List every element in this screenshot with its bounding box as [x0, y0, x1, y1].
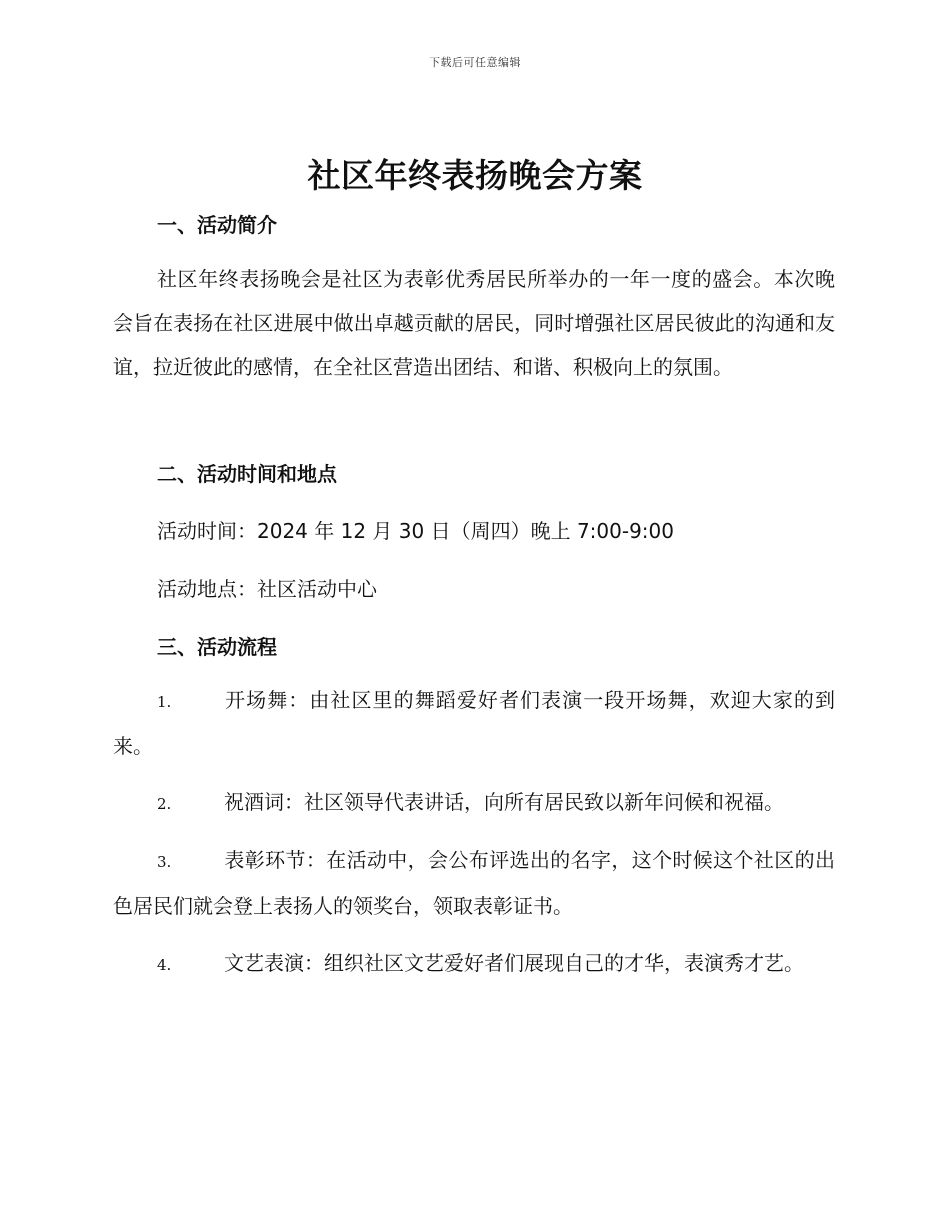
- section-heading-intro: 一、活动简介: [157, 213, 277, 237]
- list-item-number: 2.: [157, 795, 172, 813]
- event-place-line: 活动地点：社区活动中心: [157, 577, 377, 601]
- list-item: [113, 838, 835, 928]
- page-header-note: 下载后可任意编辑: [429, 56, 521, 69]
- section-heading-time-place: 二、活动时间和地点: [157, 462, 337, 486]
- list-item-text: 文艺表演：组织社区文艺爱好者们展现自己的才华，表演秀才艺。: [224, 951, 804, 975]
- list-item: [113, 678, 835, 768]
- list-item: [113, 941, 835, 987]
- list-item-number: 3.: [157, 853, 172, 871]
- list-item-text: 祝酒词：社区领导代表讲话，向所有居民致以新年问候和祝福。: [224, 790, 784, 814]
- intro-paragraph: 社区年终表扬晚会是社区为表彰优秀居民所举办的一年一度的盛会。本次晚会旨在表扬在社区进展中做出卓越贡献的居民，同时增强社区居民彼此的沟通和友谊，拉近彼此的感情，在全社区营造出团结、和谐、积极向上的氛围。: [113, 267, 835, 379]
- list-item-text: 开场舞：由社区里的舞蹈爱好者们表演一段开场舞，欢迎大家的到来。: [113, 688, 835, 758]
- list-item-text: 表彰环节：在活动中，会公布评选出的名字，这个时候这个社区的出色居民们就会登上表扬人的领奖台，领取表彰证书。: [113, 848, 835, 918]
- list-item-number: 1.: [157, 693, 172, 711]
- document-title: 社区年终表扬晚会方案: [307, 156, 643, 195]
- event-time-line: 活动时间：2024 年 12 月 30 日（周四）晚上 7:00-9:00: [157, 519, 674, 543]
- section-heading-agenda: 三、活动流程: [157, 635, 277, 659]
- list-item-number: 4.: [157, 956, 172, 974]
- list-item: [113, 780, 835, 826]
